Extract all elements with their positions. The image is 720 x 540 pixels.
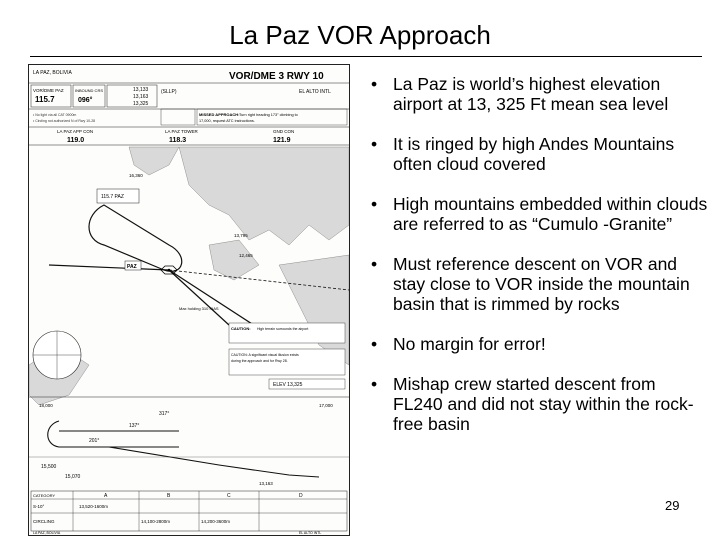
chart-id: (SLLP) (161, 89, 177, 95)
bullet-list (365, 74, 710, 454)
profile-rad1: 317° (159, 411, 170, 417)
min-val3: 14,200-3600m (201, 519, 231, 524)
chart-missed-label: MISSED APPROACH: (199, 112, 240, 117)
svg-text:High terrain surrounds the air: High terrain surrounds the airport (257, 327, 309, 331)
min-val1: 13,520-1600m (79, 504, 109, 509)
min-straight: S-10° (33, 504, 45, 509)
chart-spot3: 16,360 (129, 173, 143, 178)
chart-gnd-freq: 121.9 (273, 137, 291, 144)
bullet-text: Must reference descent on VOR and stay close to VOR inside the mountain basin that is rimmed by rocks (393, 254, 690, 314)
svg-text:Turn right heading 173° climbi: Turn right heading 173° climbing to (239, 113, 298, 117)
bullet-dot: • (371, 334, 378, 354)
min-cat-c: C (227, 493, 231, 499)
bullet-item (365, 374, 710, 434)
min-cat-d: D (299, 493, 303, 499)
chart-vor-freq-small: 115.7 PAZ (101, 194, 124, 200)
bullet-dot: • (371, 74, 378, 94)
chart-footer-left: LA PAZ, BOLIVIA (33, 531, 61, 535)
min-cat-b: B (167, 493, 171, 499)
chart-inbound-label: INBOUND CRS (75, 88, 104, 93)
svg-text:during the approach and for Rw: during the approach and for Rwy 28. (231, 359, 288, 363)
svg-text:• Circling not authorized N of: • Circling not authorized N of Rwy 10-28 (33, 119, 96, 123)
bullet-dot: • (371, 134, 378, 154)
bullet-item (365, 194, 710, 234)
chart-spot2: 12,465 (239, 253, 253, 258)
chart-tower-freq: 118.3 (169, 137, 187, 144)
profile-alt4: 18,000 (39, 403, 53, 408)
bullet-dot: • (371, 254, 378, 274)
svg-text:CAUTION: A significant visual: CAUTION: A significant visual illusion exists (231, 353, 299, 357)
chart-inbound: 096° (78, 97, 93, 104)
chart-header-title: VOR/DME 3 RWY 10 (229, 71, 324, 82)
msa-circle (33, 331, 81, 379)
bullet-text: No margin for error! (393, 334, 546, 354)
chart-mhs: Max holding 310 KIAS (179, 306, 219, 311)
svg-text:17,000, request ATC instructio: 17,000, request ATC instructions. (199, 119, 255, 123)
chart-freq: 115.7 (35, 95, 55, 104)
min-category: CATEGORY (33, 493, 56, 498)
profile-alt2: 15,500 (41, 464, 57, 470)
bullet-item (365, 254, 710, 314)
chart-elev-label: ELEV 13,325 (273, 382, 303, 388)
chart-tower-label: LA PAZ TOWER (165, 129, 198, 134)
bullet-text: Mishap crew started descent from FL240 and did not stay within the rock-free basin (393, 374, 694, 434)
svg-text:• No light via all CAT 0900m: • No light via all CAT 0900m (33, 113, 77, 117)
chart-gnd-label: GND CON (273, 129, 295, 134)
chart-header-left: LA PAZ, BOLIVIA (33, 70, 72, 76)
chart-tdze: 13,163 (133, 94, 149, 100)
min-cat-a: A (104, 493, 108, 499)
slide-title: La Paz VOR Approach (229, 20, 491, 50)
bullet-item (365, 74, 710, 114)
bullet-item (365, 134, 710, 174)
chart-airport: EL ALTO INTL (299, 89, 331, 95)
chart-rwy-elev: 13,133 (133, 87, 149, 93)
profile-tdze: 13,163 (259, 481, 273, 486)
chart-freq-name: VOR/DME PAZ (33, 88, 64, 93)
bullet-item (365, 334, 710, 354)
page-number: 29 (665, 498, 680, 513)
profile-rad2: 137° (129, 423, 140, 429)
profile-alt1: 17,000 (319, 403, 333, 408)
chart-caution: CAUTION: (231, 326, 251, 331)
title-underline (30, 56, 702, 57)
profile-alt3: 15,070 (65, 474, 81, 480)
chart-footer-right: EL ALTO INTL (299, 531, 322, 535)
min-circling: CIRCLING (33, 519, 55, 524)
approach-chart-figure (28, 64, 350, 536)
bullet-dot: • (371, 194, 378, 214)
bullet-dot: • (371, 374, 378, 394)
min-val2: 14,100-2800m (141, 519, 171, 524)
profile-rad3: 201° (89, 438, 100, 444)
approach-chart-drawing (29, 65, 349, 535)
chart-app-label: LA PAZ APP CON (57, 129, 94, 134)
bullet-text: High mountains embedded within clouds are referred to as “Cumulo -Granite” (393, 194, 708, 234)
bullet-text: It is ringed by high Andes Mountains often cloud covered (393, 134, 675, 174)
chart-apt-elev: 13,325 (133, 101, 149, 107)
chart-app-freq: 119.0 (67, 137, 85, 144)
chart-spot1: 13,795 (234, 233, 248, 238)
bullet-text: La Paz is world’s highest elevation airport at 13, 325 Ft mean sea level (393, 74, 669, 114)
chart-vor-box: PAZ (127, 264, 137, 270)
